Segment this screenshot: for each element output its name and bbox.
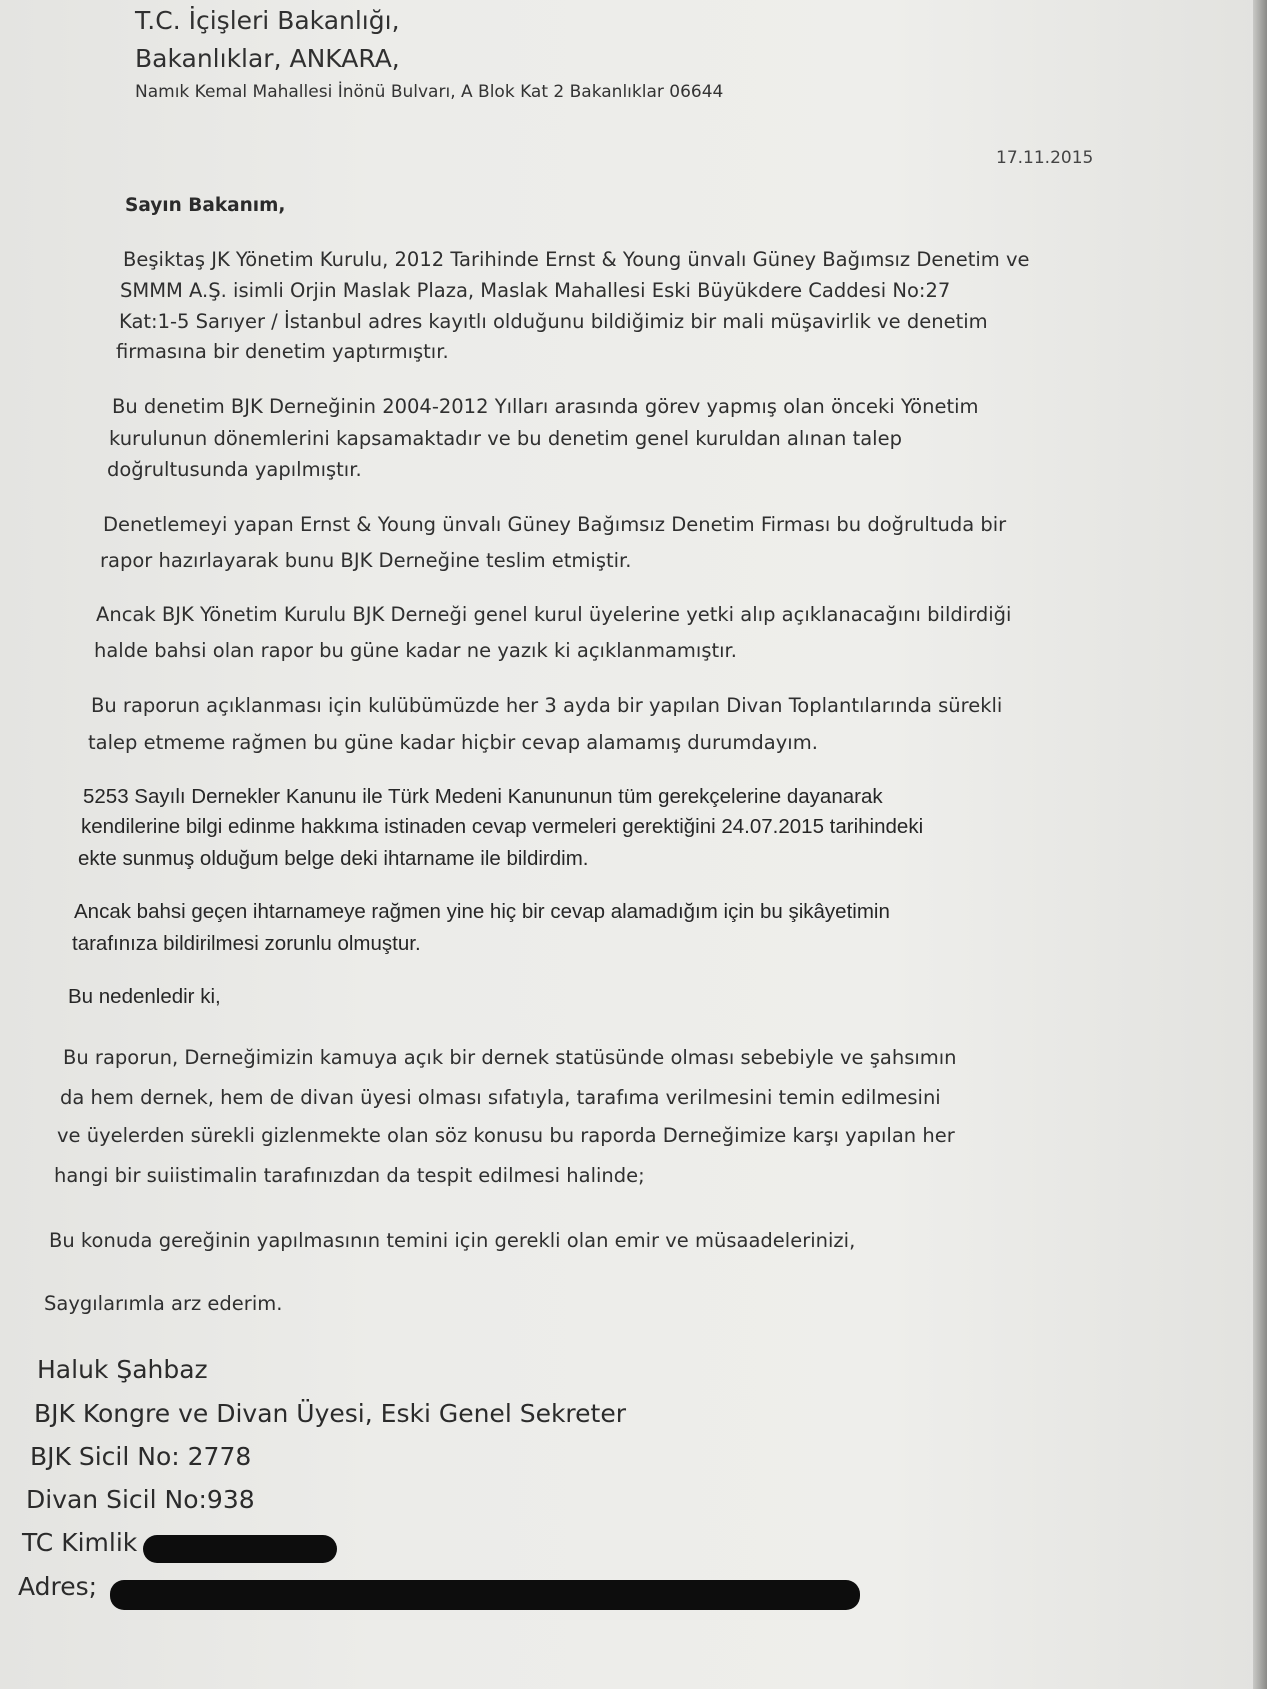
paragraph-6-line-3: ekte sunmuş olduğum belge deki ihtarname ile bildirdim.: [78, 847, 589, 870]
tc-number-redaction: [143, 1535, 337, 1563]
closing-line: Saygılarımla arz ederim.: [44, 1292, 283, 1315]
paragraph-7-line-1: Ancak bahsi geçen ihtarnameye rağmen yine hiç bir cevap alamadığım için bu şikâyetimin: [74, 900, 890, 923]
signer-bjk-sicil: BJK Sicil No: 2778: [30, 1442, 252, 1471]
paragraph-5-line-1: Bu raporun açıklanması için kulübümüzde her 3 ayda bir yapılan Divan Toplantılarında sürekli: [91, 694, 1003, 717]
paragraph-2-line-3: doğrultusunda yapılmıştır.: [107, 458, 362, 481]
paragraph-5-line-2: talep etmeme rağmen bu güne kadar hiçbir cevap alamamış durumdayım.: [88, 731, 818, 754]
signer-name: Haluk Şahbaz: [37, 1355, 208, 1384]
paragraph-9-line-1: Bu raporun, Derneğimizin kamuya açık bir dernek statüsünde olması sebebiyle ve şahsımın: [63, 1046, 957, 1069]
paragraph-1-line-4: firmasına bir denetim yaptırmıştır.: [116, 340, 449, 363]
paragraph-4-line-1: Ancak BJK Yönetim Kurulu BJK Derneği genel kurul üyelerine yetki alıp açıklanacağını bildirdiği: [96, 603, 1012, 626]
paragraph-9-line-3: ve üyelerden sürekli gizlenmekte olan söz konusu bu raporda Derneğimize karşı yapılan her: [57, 1124, 955, 1147]
paragraph-6-line-2: kendilerine bilgi edinme hakkıma istinaden cevap vermeleri gerektiğini 24.07.2015 tarihindeki: [81, 815, 924, 838]
recipient-address: Namık Kemal Mahallesi İnönü Bulvarı, A Blok Kat 2 Bakanlıklar 06644: [135, 82, 724, 102]
signer-divan-sicil: Divan Sicil No:938: [26, 1485, 255, 1514]
address-redaction: [110, 1580, 860, 1610]
paragraph-6-line-1: 5253 Sayılı Dernekler Kanunu ile Türk Medeni Kanununun tüm gerekçelerine dayanarak: [83, 785, 883, 808]
paragraph-2-line-1: Bu denetim BJK Derneğinin 2004-2012 Yılları arasında görev yapmış olan önceki Yönetim: [112, 395, 979, 418]
paragraph-4-line-2: halde bahsi olan rapor bu güne kadar ne yazık ki açıklanmamıştır.: [94, 639, 737, 662]
paragraph-7-line-2: tarafınıza bildirilmesi zorunlu olmuştur.: [72, 932, 421, 955]
paragraph-10-line-1: Bu konuda gereğinin yapılmasının temini için gerekli olan emir ve müsaadelerinizi,: [49, 1229, 856, 1252]
signer-title: BJK Kongre ve Divan Üyesi, Eski Genel Sekreter: [34, 1399, 627, 1428]
paragraph-1-line-3: Kat:1-5 Sarıyer / İstanbul adres kayıtlı olduğunu bildiğimiz bir mali müşavirlik ve denetim: [119, 310, 988, 333]
recipient-line-2: Bakanlıklar, ANKARA,: [135, 44, 400, 73]
paragraph-3-line-1: Denetlemeyi yapan Ernst & Young ünvalı Güney Bağımsız Denetim Firması bu doğrultuda bir: [103, 513, 1007, 536]
paragraph-8-line-1: Bu nedenledir ki,: [68, 985, 221, 1008]
paragraph-9-line-4: hangi bir suiistimalin tarafınızdan da tespit edilmesi halinde;: [54, 1164, 645, 1187]
letter-date: 17.11.2015: [996, 148, 1094, 168]
paragraph-9-line-2: da hem dernek, hem de divan üyesi olması sıfatıyla, tarafıma verilmesini temin edilmesini: [60, 1086, 941, 1109]
signer-tc-label: TC Kimlik: [22, 1528, 138, 1557]
salutation: Sayın Bakanım,: [125, 195, 286, 216]
paragraph-1-line-1: Beşiktaş JK Yönetim Kurulu, 2012 Tarihinde Ernst & Young ünvalı Güney Bağımsız Denetim ve: [123, 248, 1030, 271]
signer-address-label: Adres;: [18, 1572, 98, 1601]
recipient-line-1: T.C. İçişleri Bakanlığı,: [135, 6, 400, 35]
paragraph-2-line-2: kurulunun dönemlerini kapsamaktadır ve bu denetim genel kuruldan alınan talep: [109, 427, 902, 450]
paper-edge-shadow: [1253, 0, 1267, 1689]
paragraph-1-line-2: SMMM A.Ş. isimli Orjin Maslak Plaza, Maslak Mahallesi Eski Büyükdere Caddesi No:27: [120, 279, 951, 302]
paragraph-3-line-2: rapor hazırlayarak bunu BJK Derneğine teslim etmiştir.: [100, 549, 632, 572]
